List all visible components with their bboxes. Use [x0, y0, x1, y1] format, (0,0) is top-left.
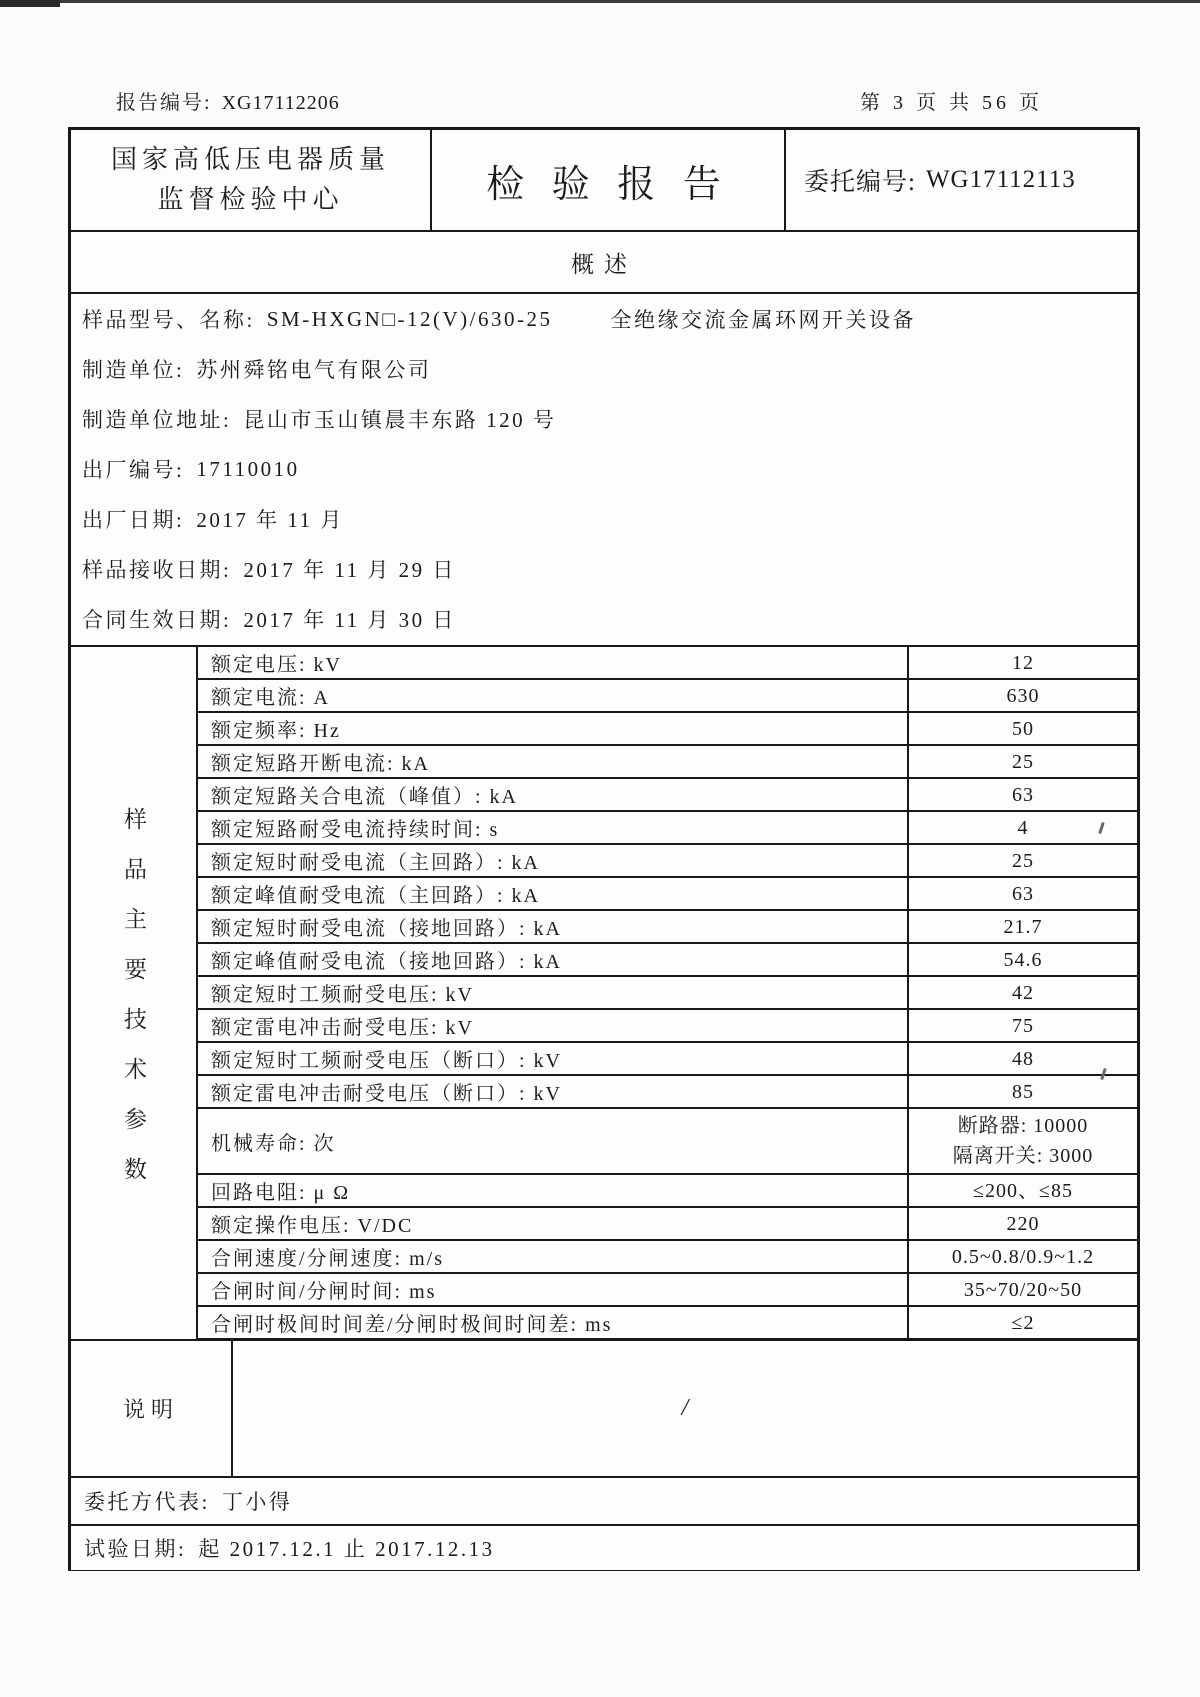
client-representative-label: 委托方代表: — [84, 1490, 210, 1514]
param-value-cell: ≤2 — [909, 1307, 1137, 1338]
param-value-cell: 35~70/20~50 — [909, 1274, 1137, 1305]
info-line — [82, 594, 1137, 644]
client-representative-row — [71, 1478, 1137, 1524]
info-label: 制造单位: — [82, 358, 185, 382]
param-row — [198, 1043, 1137, 1074]
info-line — [82, 444, 1137, 494]
scan-edge-line — [0, 0, 1200, 3]
param-row — [198, 680, 1137, 711]
notes-label: 说明 — [71, 1341, 231, 1476]
param-value-cell: 12 — [909, 647, 1137, 678]
param-name-cell: 额定短时工频耐受电压: kV — [198, 977, 907, 1008]
param-row — [198, 1109, 1137, 1173]
info-line — [82, 544, 1137, 594]
info-value: 17110010 — [196, 456, 300, 481]
param-name-cell: 额定频率: Hz — [198, 713, 907, 744]
info-line — [82, 294, 1137, 344]
param-name-cell: 额定峰值耐受电流（主回路）: kA — [198, 878, 907, 909]
report-title: 检 验 报 告 — [486, 163, 730, 206]
param-name-cell: 合闸时间/分闸时间: ms — [198, 1274, 907, 1305]
info-label: 制造单位地址: — [82, 408, 232, 432]
page-number-info: 第 3 页 共 56 页 — [860, 92, 1043, 114]
param-row — [198, 779, 1137, 810]
test-date-label: 试验日期: — [84, 1537, 187, 1561]
param-name-cell: 额定短时工频耐受电压（断口）: kV — [198, 1043, 907, 1074]
param-value-cell: 630 — [909, 680, 1137, 711]
title-row — [71, 130, 1137, 230]
commission-number-label: 委托编号: — [804, 169, 916, 196]
param-name-cell: 额定短路耐受电流持续时间: s — [198, 812, 907, 843]
param-name-cell: 额定电压: kV — [198, 647, 907, 678]
parameters-section — [71, 647, 1137, 1339]
param-name-cell: 额定短路开断电流: kA — [198, 746, 907, 777]
param-row — [198, 746, 1137, 777]
report-table — [68, 127, 1140, 1571]
param-row — [198, 812, 1137, 843]
scan-edge-corner — [0, 0, 60, 7]
param-value-cell: 63 — [909, 878, 1137, 909]
param-row — [198, 647, 1137, 678]
param-name-cell: 机械寿命: 次 — [198, 1109, 907, 1173]
param-row — [198, 845, 1137, 876]
param-row — [198, 713, 1137, 744]
param-value-cell: 25 — [909, 845, 1137, 876]
param-row — [198, 1274, 1137, 1305]
info-line — [82, 494, 1137, 544]
param-row — [198, 1307, 1137, 1338]
param-row — [198, 1241, 1137, 1272]
param-value-line: 隔离开关: 3000 — [952, 1145, 1094, 1167]
test-date-row — [71, 1526, 1137, 1570]
param-row — [198, 977, 1137, 1008]
info-value: 2017 年 11 月 29 日 — [243, 558, 456, 582]
param-name-cell: 合闸时极间时间差/分闸时极间时间差: ms — [198, 1307, 907, 1338]
param-value-cell: 48 — [909, 1043, 1137, 1074]
report-title-cell — [432, 130, 784, 230]
param-value-cell: 25 — [909, 746, 1137, 777]
commission-number-value: WG17112113 — [925, 166, 1076, 193]
param-row — [198, 878, 1137, 909]
param-name-cell: 额定短时耐受电流（接地回路）: kA — [198, 911, 907, 942]
info-value-extra: 全绝缘交流金属环网开关设备 — [610, 308, 917, 332]
param-value-cell: 75 — [909, 1010, 1137, 1041]
info-label: 出厂编号: — [82, 458, 185, 482]
param-name-cell: 额定雷电冲击耐受电压（断口）: kV — [198, 1076, 907, 1107]
info-value: 2017 年 11 月 — [196, 508, 344, 532]
param-value-cell: 21.7 — [909, 911, 1137, 942]
param-name-cell: 额定峰值耐受电流（接地回路）: kA — [198, 944, 907, 975]
info-line — [82, 394, 1137, 444]
param-value-cell: 50 — [909, 713, 1137, 744]
param-name-cell: 回路电阻: μ Ω — [198, 1175, 907, 1206]
info-value: 2017 年 11 月 30 日 — [243, 608, 456, 632]
sample-info-section — [71, 294, 1137, 645]
param-value-cell: 85 — [909, 1076, 1137, 1107]
overview-section-title: 概述 — [71, 232, 1137, 292]
parameters-side-label: 样品主要技术参数 — [121, 806, 146, 1207]
param-value-cell: 54.6 — [909, 944, 1137, 975]
report-number-value: XG17112206 — [221, 92, 340, 114]
notes-row — [71, 1341, 1137, 1476]
param-row — [198, 1175, 1137, 1206]
report-number-line — [116, 86, 340, 115]
param-row — [198, 1208, 1137, 1239]
test-date-value: 起 2017.12.1 止 2017.12.13 — [198, 1537, 495, 1561]
organization-name-line2: 监督检验中心 — [157, 185, 344, 214]
client-representative-name: 丁小得 — [221, 1490, 293, 1514]
info-value: 昆山市玉山镇晨丰东路 120 号 — [243, 408, 557, 432]
param-name-cell: 额定雷电冲击耐受电压: kV — [198, 1010, 907, 1041]
param-name-cell: 额定电流: A — [198, 680, 907, 711]
info-label: 合同生效日期: — [82, 608, 232, 632]
info-value: SM-HXGN□-12(V)/630-25 — [266, 306, 553, 331]
param-value-cell: 0.5~0.8/0.9~1.2 — [909, 1241, 1137, 1272]
param-name-cell: 合闸速度/分闸速度: m/s — [198, 1241, 907, 1272]
report-number-label: 报告编号: — [116, 92, 212, 114]
param-value-cell: ≤200、≤85 — [909, 1175, 1137, 1206]
info-line — [82, 344, 1137, 394]
info-label: 样品接收日期: — [82, 558, 232, 582]
info-label: 样品型号、名称: — [82, 308, 255, 332]
param-row — [198, 911, 1137, 942]
param-name-cell: 额定操作电压: V/DC — [198, 1208, 907, 1239]
organization-name-cell — [71, 130, 430, 230]
info-value: 苏州舜铭电气有限公司 — [196, 358, 432, 382]
param-value-cell: 63 — [909, 779, 1137, 810]
commission-number-cell — [786, 130, 1137, 230]
param-name-cell: 额定短路关合电流（峰值）: kA — [198, 779, 907, 810]
param-value-cell — [909, 1109, 1137, 1173]
param-row — [198, 944, 1137, 975]
parameters-side-label-cell — [71, 647, 196, 1339]
param-value-line: 断路器: 10000 — [957, 1115, 1089, 1137]
param-rows — [198, 647, 1137, 1339]
param-value-cell: 42 — [909, 977, 1137, 1008]
param-row — [198, 1076, 1137, 1107]
organization-name-line1: 国家高低压电器质量 — [110, 145, 390, 174]
param-value-cell: 4 — [909, 812, 1137, 843]
info-label: 出厂日期: — [82, 508, 185, 532]
param-name-cell: 额定短时耐受电流（主回路）: kA — [198, 845, 907, 876]
param-row — [198, 1010, 1137, 1041]
param-value-cell: 220 — [909, 1208, 1137, 1239]
notes-value: / — [233, 1341, 1137, 1476]
